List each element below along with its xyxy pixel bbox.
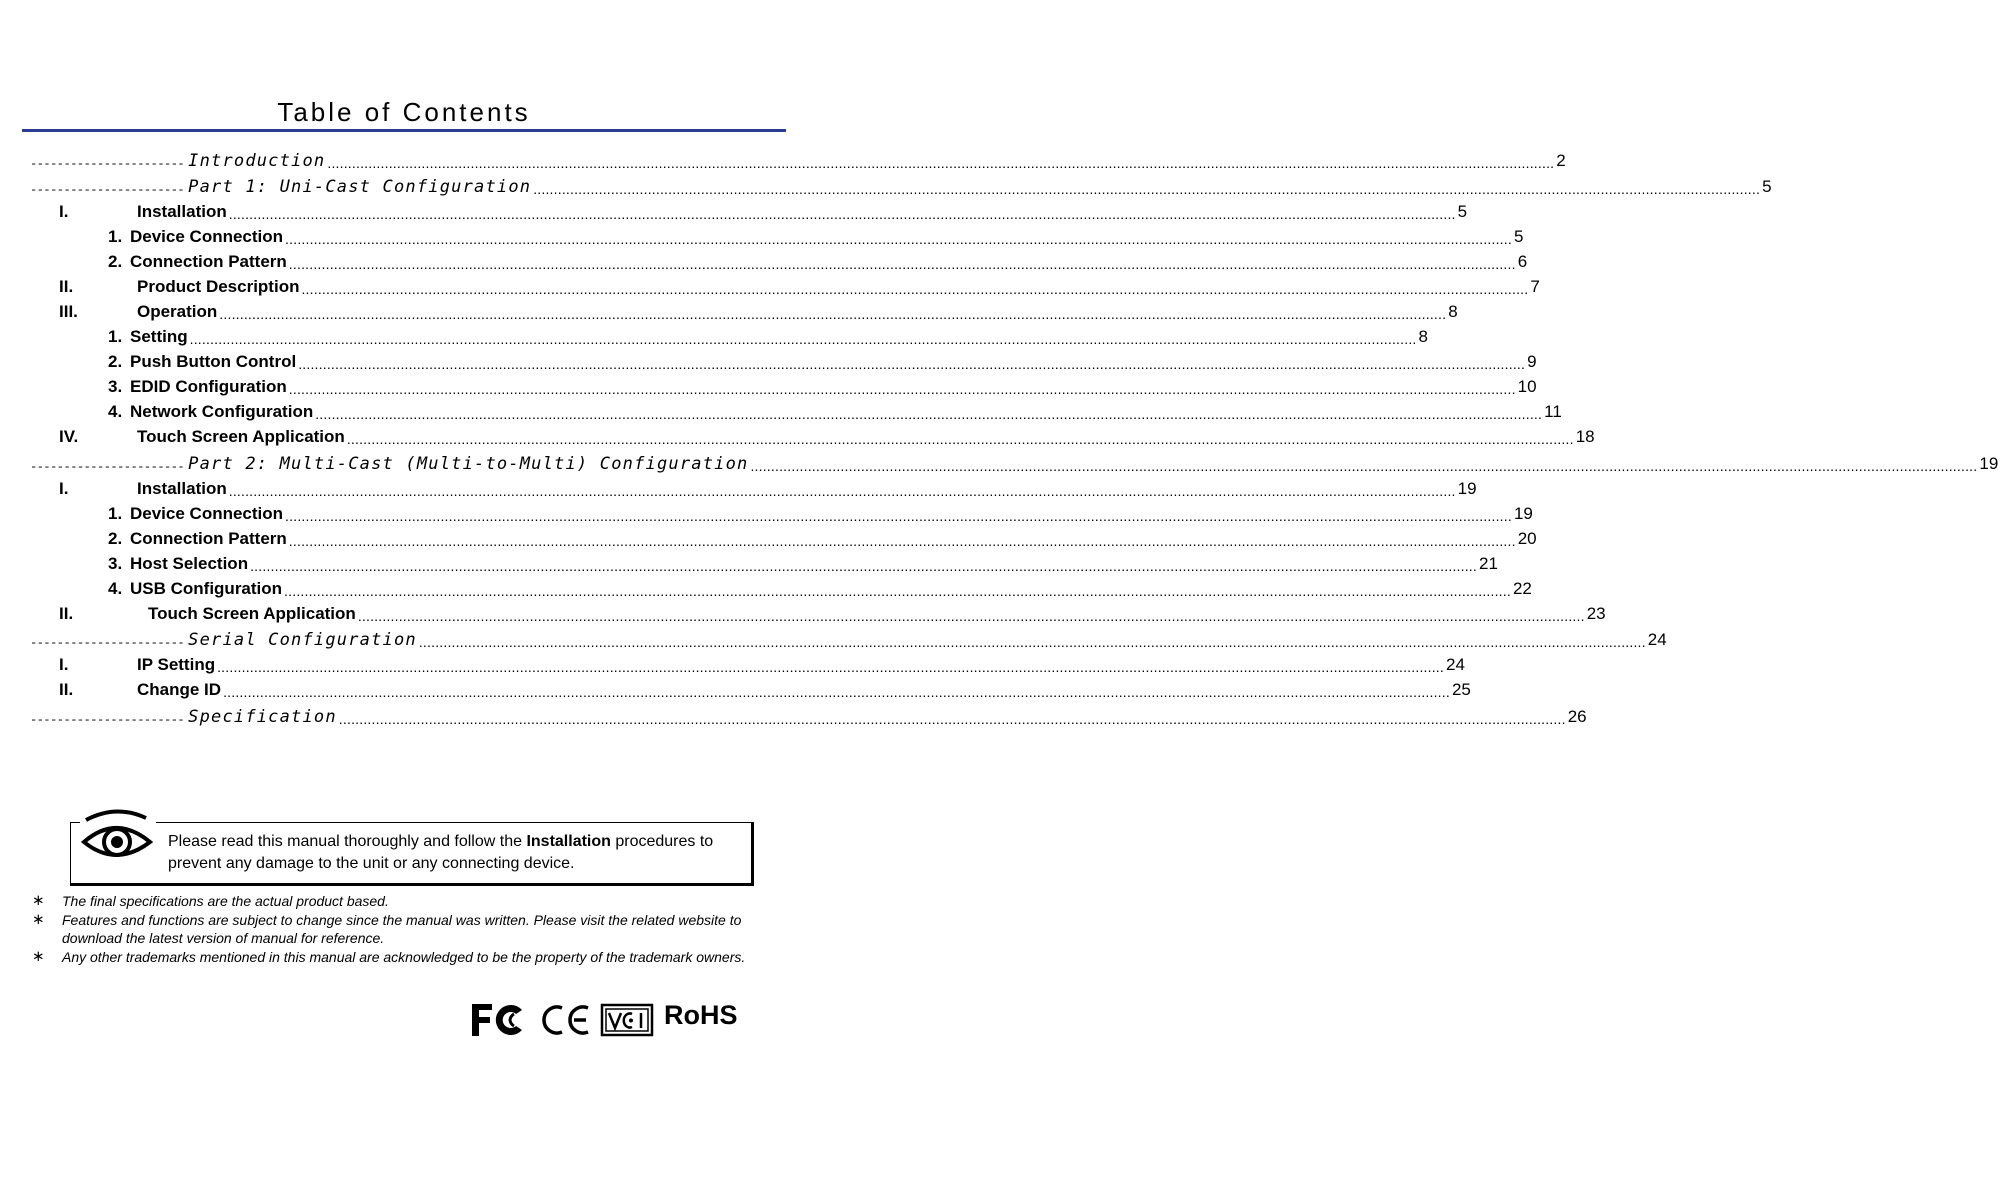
page-number: 25 [1451,680,1471,699]
part-title: Serial Configuration [188,630,417,650]
part-title: Introduction [188,150,326,171]
toc-entry [30,144,1566,171]
dot-leader: ............................................................................................................................................................................................................................................................................................................ [288,381,1516,397]
toc-entry [30,499,1533,524]
dot-leader: ............................................................................................................................................................................................................................................................................................................ [217,659,1444,675]
toc-entry [30,447,1998,474]
page-number: 8 [1418,327,1428,346]
table-of-contents [30,144,1998,727]
dash-leader: ----------------------- [30,156,185,171]
page-number: 2 [1556,150,1566,170]
entry-number: 1. [108,503,123,523]
asterisk-bullet: ∗ [32,892,45,909]
entry-number: 2. [108,528,123,548]
page-number: 26 [1567,706,1587,726]
asterisk-bullet: ∗ [32,948,45,965]
dot-leader: ............................................................................................................................................................................................................................................................................................................ [250,557,1477,574]
dot-leader: ............................................................................................................................................................................................................................................................................................................ [223,684,1450,700]
entry-title: Operation [137,302,218,321]
entry-title: Touch Screen Application [137,427,345,446]
dot-leader: ............................................................................................................................................................................................................................................................................................................ [298,356,1526,372]
page-number: 19 [1979,453,1998,473]
dash-leader: ----------------------- [30,712,185,727]
dot-leader: ............................................................................................................................................................................................................................................................................................................ [533,181,1761,197]
entry-title: Installation [137,478,227,498]
entry-number: II. [59,603,74,623]
page-number: 22 [1512,578,1532,598]
page-number: 5 [1513,227,1524,246]
dot-leader: ............................................................................................................................................................................................................................................................................................................ [315,406,1543,422]
toc-entry [30,675,1471,700]
toc-entry [30,372,1537,397]
toc-entry [30,700,1587,727]
page-number: 19 [1513,503,1533,523]
disclaimer-item: ∗ Any other trademarks mentioned in this manual are acknowledged to be the property of the trademark owners. [32,948,746,965]
toc-entry [30,347,1537,372]
toc-entry [30,272,1540,297]
page-number: 18 [1575,427,1595,446]
part-title: Part 2: Multi-Cast (Multi-to-Multi) Configuration [188,453,749,474]
dot-leader: ............................................................................................................................................................................................................................................................................................................ [285,507,1512,524]
entry-number: II. [59,277,74,296]
page-number: 11 [1544,402,1562,421]
disclaimer-list [32,892,772,967]
entry-title: Setting [130,327,188,346]
dot-leader: ............................................................................................................................................................................................................................................................................................................ [284,582,1511,599]
page-number: 8 [1448,302,1458,321]
page-number: 21 [1479,553,1498,573]
toc-entry [30,222,1524,247]
entry-title: Change ID [137,680,222,699]
entry-title: IP Setting [137,655,216,674]
title-divider [22,129,786,132]
entry-number: 3. [108,553,123,573]
toc-entry [30,171,1772,198]
entry-title: Push Button Control [130,352,297,371]
page-number: 7 [1530,277,1540,296]
ce-logo [544,1007,588,1033]
entry-title: Device Connection [130,503,284,523]
rohs-logo: RoHS [664,1000,738,1030]
entry-number: 1. [108,327,123,346]
dot-leader: ............................................................................................................................................................................................................................................................................................................ [219,306,1447,322]
asterisk-bullet: ∗ [32,911,45,928]
entry-title: Product Description [137,277,300,296]
toc-entry [30,599,1606,624]
entry-number: 4. [108,578,123,598]
toc-entry [30,474,1477,499]
entry-number: I. [59,478,69,498]
entry-number: IV. [59,427,79,446]
entry-title: Device Connection [130,227,284,246]
eye-icon [80,806,156,868]
disclaimer-item: ∗ Features and functions are subject to change since the manual was written. Please visit the related website to download the latest version of manual for reference. [32,911,742,946]
entry-number: II. [59,680,74,699]
fcc-logo [472,1004,522,1036]
page-number: 5 [1457,202,1468,221]
entry-number: III. [59,302,78,321]
dot-leader: ............................................................................................................................................................................................................................................................................................................ [285,231,1512,247]
dot-leader: ............................................................................................................................................................................................................................................................................................................ [228,206,1456,222]
page-number: 20 [1517,528,1537,548]
entry-number: 2. [108,352,123,371]
toc-entry [30,524,1537,549]
page-number: 10 [1517,377,1537,396]
entry-title: Installation [137,202,227,221]
dot-leader: ............................................................................................................................................................................................................................................................................................................ [338,710,1566,727]
vcci-logo [602,1005,652,1035]
dash-leader: ----------------------- [30,636,185,650]
dot-leader: ............................................................................................................................................................................................................................................................................................................ [750,457,1978,474]
page-title: Table of Contents [277,97,531,127]
entry-title: Connection Pattern [130,528,287,548]
page-number: 24 [1647,630,1667,649]
page-number: 23 [1586,603,1606,623]
entry-number: 4. [108,402,123,421]
toc-entry [30,197,1468,222]
entry-title: USB Configuration [130,578,283,598]
part-title: Part 1: Uni-Cast Configuration [188,177,532,197]
dot-leader: ............................................................................................................................................................................................................................................................................................................ [288,256,1516,272]
dot-leader: ............................................................................................................................................................................................................................................................................................................ [327,154,1555,171]
notice-text: Please read this manual thoroughly and follow the Installation procedures to prevent any damage to the unit or any connecting device. [168,833,714,872]
entry-title: Network Configuration [130,402,314,421]
dot-leader: ............................................................................................................................................................................................................................................................................................................ [288,532,1516,549]
entry-title: EDID Configuration [130,377,287,396]
entry-number: 3. [108,377,123,396]
page-number: 9 [1527,352,1537,371]
page-number: 5 [1762,177,1772,196]
page-number: 6 [1517,252,1528,271]
entry-number: I. [59,655,69,674]
part-title: Specification [188,706,337,727]
dot-leader: ............................................................................................................................................................................................................................................................................................................ [189,331,1417,347]
toc-entry [30,549,1498,574]
toc-entry [30,650,1465,675]
dot-leader: ............................................................................................................................................................................................................................................................................................................ [357,607,1585,624]
toc-entry [30,422,1595,447]
dot-leader: ............................................................................................................................................................................................................................................................................................................ [228,482,1456,499]
entry-title: Touch Screen Application [148,603,356,623]
dot-leader: ............................................................................................................................................................................................................................................................................................................ [418,634,1646,650]
toc-entry [30,624,1667,651]
entry-title: Connection Pattern [130,252,287,271]
page-number: 19 [1457,478,1477,498]
disclaimer-item: ∗ The final specifications are the actual product based. [32,892,389,909]
entry-number: 2. [108,252,123,271]
entry-title: Host Selection [130,553,249,573]
toc-entry [30,574,1532,599]
toc-entry [30,297,1458,322]
toc-entry [30,322,1428,347]
entry-number: I. [59,202,69,221]
entry-number: 1. [108,227,123,246]
toc-entry [30,397,1562,422]
dash-leader: ----------------------- [30,183,185,197]
toc-entry [30,247,1528,272]
dash-leader: ----------------------- [30,459,185,474]
page-number: 24 [1446,655,1465,674]
dot-leader: ............................................................................................................................................................................................................................................................................................................ [301,281,1529,297]
dot-leader: ............................................................................................................................................................................................................................................................................................................ [346,431,1574,447]
